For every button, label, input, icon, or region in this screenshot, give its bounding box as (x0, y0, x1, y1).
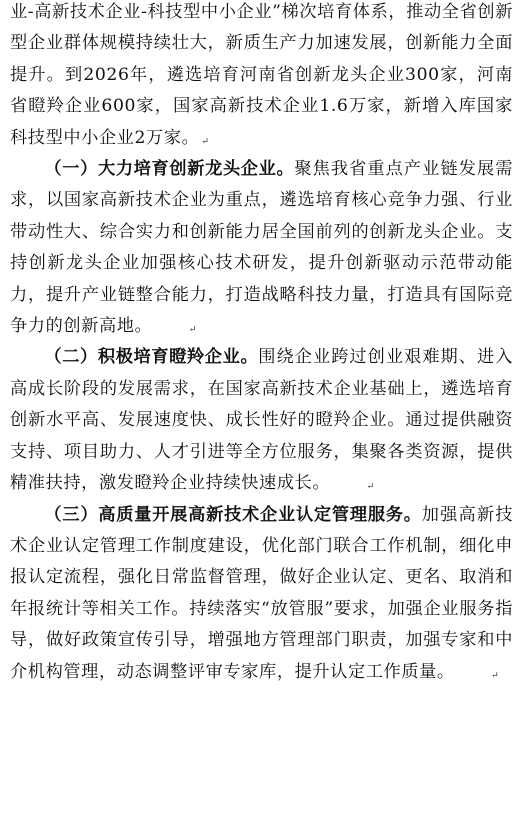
paragraph-1-text: 业-高新技术企业-科技型中小企业”梯次培育体系，推动全省创新型企业群体规模持续壮大，新质生产力加速发展，创新能力全面提升。到2026年，遴选培育河南省创新龙头企业300家，河南省瞪羚企业600家，国家高新技术企业1.6万家，新增入库国家科技型中小企业2万家。 (10, 2, 513, 148)
paragraph-mark-icon: ↵ (188, 325, 197, 336)
paragraph-mark-icon: ↵ (491, 670, 499, 681)
paragraph-4 (10, 500, 513, 688)
paragraph-mark-icon: ↵ (366, 482, 375, 493)
paragraph-4-text: 加强高新技术企业认定管理工作制度建设，优化部门联合工作机制，细化申报认定流程，强化日常监督管理，做好企业认定、更名、取消和年报统计等相关工作。持续落实“放管服”要求，加强企业服务指导，做好政策宣传引导，增强地方管理部门职责，加强专家和中介机构管理，动态调整评审专家库，提升认定工作质量。 (10, 504, 513, 682)
paragraph-3-text: 围绕企业跨过创业艰难期、进入高成长阶段的发展需求，在国家高新技术企业基础上，遴选培育创新水平高、发展速度快、成长性好的瞪羚企业。通过提供融资支持、项目助力、人才引进等全方位服务，集聚各类资源，提供精准扶持，激发瞪羚企业持续快速成长。 (10, 347, 514, 494)
paragraph-3-heading: （二）积极培育瞪羚企业。 (44, 347, 259, 368)
paragraph-mark-icon: ↵ (201, 136, 209, 147)
paragraph-3 (10, 342, 513, 499)
paragraph-2-text: 聚焦我省重点产业链发展需求，以国家高新技术企业为重点，遴选培育核心竞争力强、行业带动性大、综合实力和创新能力居全国前列的创新龙头企业。支持创新龙头企业加强核心技术研发，提升创新驱动示范带动能力，提升产业链整合能力，打造战略科技力量，打造具有国际竞争力的创新高地。 (10, 159, 513, 337)
paragraph-1 (10, 0, 513, 154)
paragraph-2-heading: （一）大力培育创新龙头企业。 (44, 159, 295, 180)
paragraph-4-heading: （三）高质量开展高新技术企业认定管理服务。 (44, 504, 422, 525)
paragraph-2 (10, 154, 513, 342)
